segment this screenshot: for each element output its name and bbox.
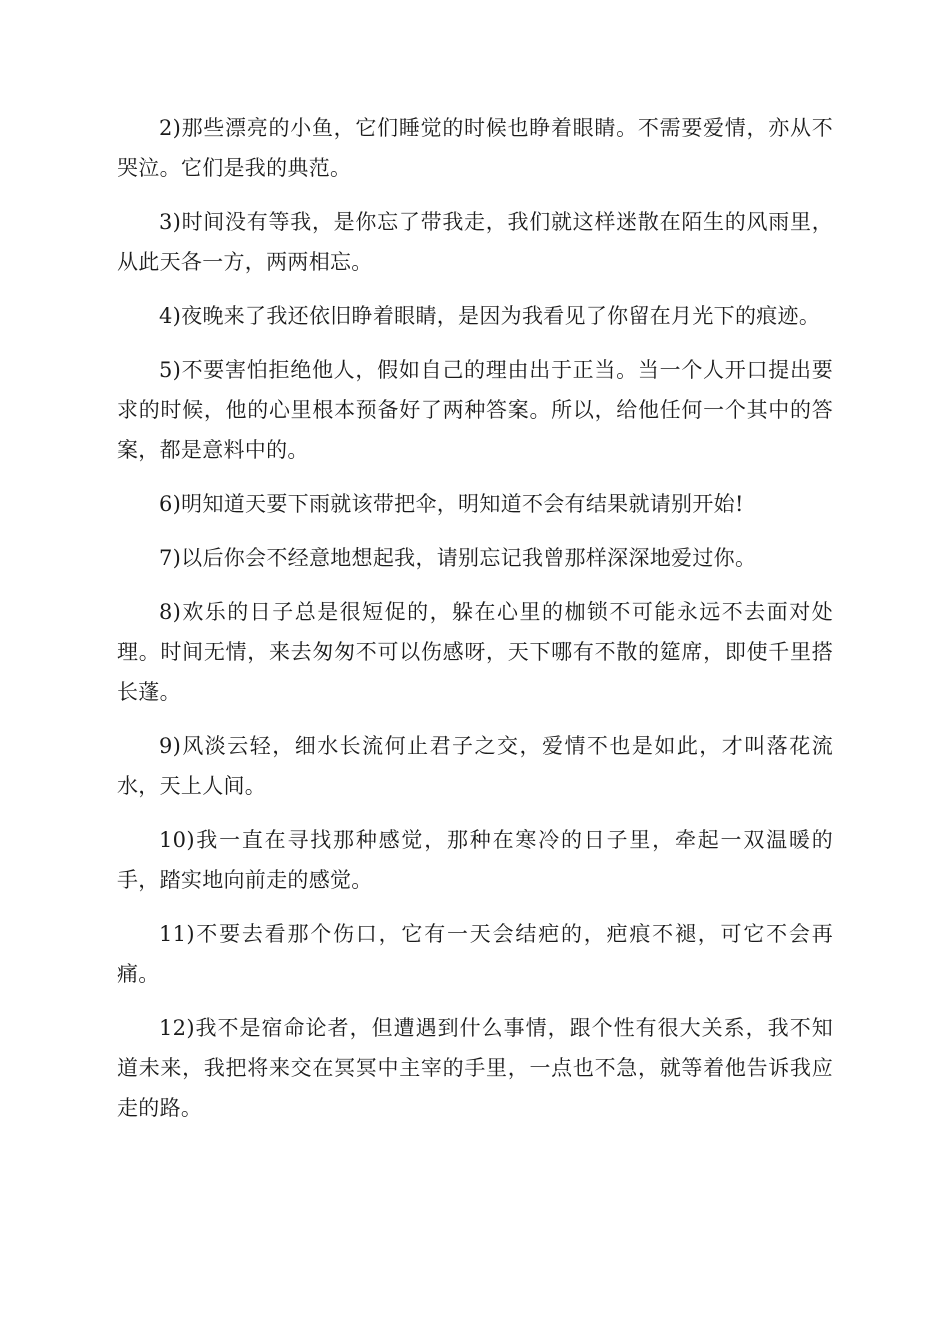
paragraph-12: 12)我不是宿命论者，但遭遇到什么事情，跟个性有很大关系，我不知道未来，我把将来交在冥冥中主宰的手里，一点也不急，就等着他告诉我应走的路。 <box>117 1016 833 1120</box>
paragraph-10: 10)我一直在寻找那种感觉，那种在寒冷的日子里，牵起一双温暖的手，踏实地向前走的感觉。 <box>117 828 833 892</box>
paragraph-4: 4)夜晚来了我还依旧睁着眼睛，是因为我看见了你留在月光下的痕迹。 <box>159 304 821 328</box>
paragraph-8: 8)欢乐的日子总是很短促的，躲在心里的枷锁不可能永远不去面对处理。时间无情，来去匆匆不可以伤感呀，天下哪有不散的筵席，即使千里搭长蓬。 <box>117 600 833 704</box>
paragraph-3: 3)时间没有等我，是你忘了带我走，我们就这样迷散在陌生的风雨里，从此天各一方，两两相忘。 <box>117 210 833 274</box>
paragraph-2: 2)那些漂亮的小鱼，它们睡觉的时候也睁着眼睛。不需要爱情，亦从不哭泣。它们是我的典范。 <box>117 116 833 180</box>
paragraph-9: 9)风淡云轻，细水长流何止君子之交，爱情不也是如此，才叫落花流水，天上人间。 <box>117 734 833 798</box>
paragraph-6: 6)明知道天要下雨就该带把伞，明知道不会有结果就请别开始! <box>159 492 744 516</box>
document-body <box>117 108 833 1142</box>
paragraph-11: 11)不要去看那个伤口，它有一天会结疤的，疤痕不褪，可它不会再痛。 <box>117 922 833 986</box>
paragraph-5: 5)不要害怕拒绝他人，假如自己的理由出于正当。当一个人开口提出要求的时候，他的心里根本预备好了两种答案。所以，给他任何一个其中的答案，都是意料中的。 <box>117 358 833 462</box>
paragraph-7: 7)以后你会不经意地想起我，请别忘记我曾那样深深地爱过你。 <box>159 546 757 570</box>
